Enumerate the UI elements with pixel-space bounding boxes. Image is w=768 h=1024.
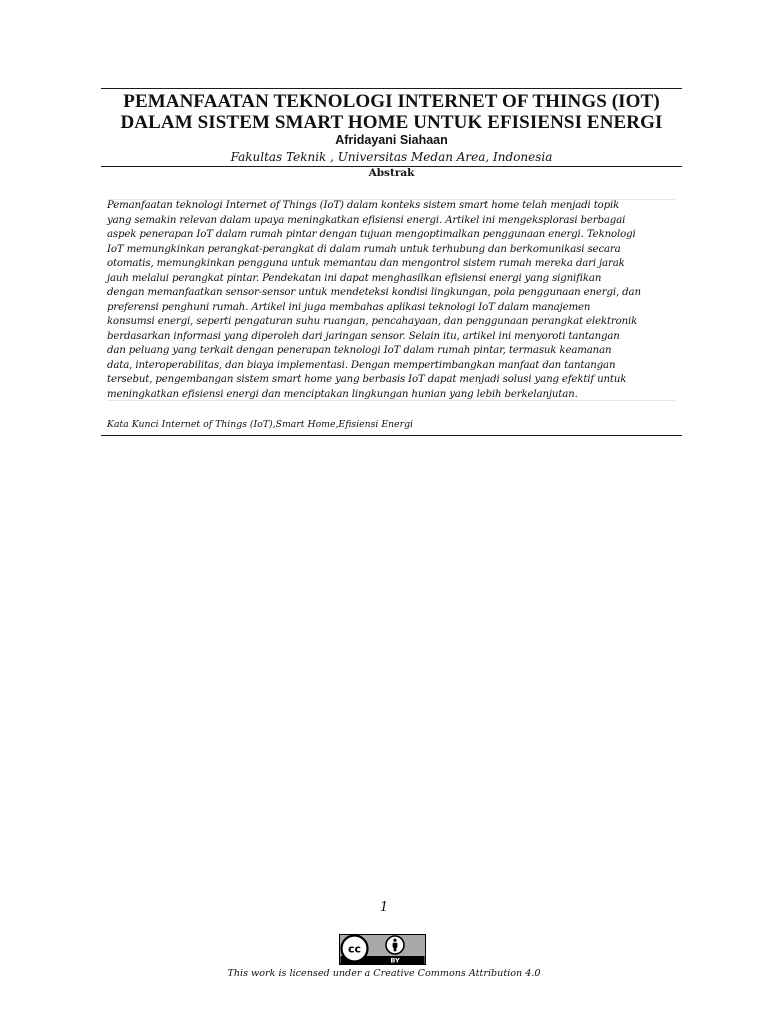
abstract-line: berdasarkan informasi yang diperoleh dari jaringan sensor. Selain itu, artikel ini menyoroti tantangan: [107, 330, 620, 342]
svg-text:cc: cc: [347, 942, 362, 956]
cc-by-license-badge[interactable]: [339, 934, 426, 965]
abstract-body: [107, 199, 675, 402]
abstract-line: otomatis, memungkinkan pengguna untuk memantau dan mengontrol sistem rumah mereka dari jarak: [107, 258, 625, 269]
attribution-person-icon: [386, 936, 404, 954]
page-number: 1: [379, 900, 389, 915]
abstract-line: aspek penerapan IoT dalam rumah pintar dengan tujuan mengoptimalkan penggunaan energi. Teknologi: [107, 229, 636, 240]
creative-commons-icon: [342, 936, 368, 962]
abstract-line: yang semakin relevan dalam upaya meningkatkan efisiensi energi. Artikel ini mengeksplorasi berbagai: [107, 214, 626, 226]
abstract-line: dan peluang yang terkait dengan penerapan teknologi IoT dalam rumah pintar, termasuk keamanan: [107, 345, 612, 356]
abstract-line: preferensi penghuni rumah. Artikel ini juga membahas aplikasi teknologi IoT dalam manajemen: [107, 301, 591, 313]
abstract-line: data, interoperabilitas, dan biaya implementasi. Dengan mempertimbangkan manfaat dan tantangan: [107, 359, 616, 371]
paper-title-line-2: DALAM SISTEM SMART HOME UNTUK EFISIENSI ENERGI: [120, 112, 663, 133]
license-text: This work is licensed under a Creative Commons Attribution 4.0: [227, 968, 541, 979]
abstract-line: dengan memanfaatkan sensor-sensor untuk mendeteksi kondisi lingkungan, pola penggunaan energi, dan: [107, 287, 641, 298]
paper-title: [100, 91, 683, 133]
top-rule: [101, 88, 682, 89]
abstract-heading: Abstrak: [368, 167, 415, 179]
author-name: Afridayani Siahaan: [335, 133, 448, 147]
abstract-bottom-rule: [107, 400, 675, 401]
license-badge-label: BY: [390, 956, 400, 965]
abstract-line: konsumsi energi, seperti pengaturan suhu ruangan, pencahayaan, dan penggunaan perangkat elektronik: [107, 316, 638, 327]
keywords: Kata Kunci Internet of Things (IoT),Smart Home,Efisiensi Energi: [107, 419, 414, 430]
abstract-line: jauh melalui perangkat pintar. Pendekatan ini dapat menghasilkan efisiensi energi yang signifikan: [107, 272, 602, 284]
abstract-line: tersebut, pengembangan sistem smart home yang berbasis IoT dapat menjadi solusi yang efektif untuk: [107, 374, 627, 385]
keywords-rule: [101, 435, 682, 436]
abstract-line: Pemanfaatan teknologi Internet of Things (IoT) dalam konteks sistem smart home telah menjadi topik: [107, 200, 620, 211]
paper-title-line-1: PEMANFAATAN TEKNOLOGI INTERNET OF THINGS (IOT): [123, 91, 660, 112]
abstract-line: meningkatkan efisiensi energi dan menciptakan lingkungan hunian yang lebih berkelanjutan.: [107, 388, 578, 400]
author-affiliation: Fakultas Teknik , Universitas Medan Area, Indonesia: [230, 150, 553, 164]
abstract-line: IoT memungkinkan perangkat-perangkat di dalam rumah untuk terhubung dan berkomunikasi secara: [107, 243, 621, 255]
